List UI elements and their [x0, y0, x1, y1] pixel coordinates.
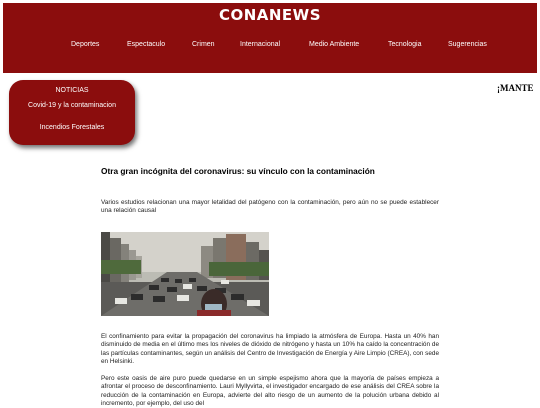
article-paragraph-1: El confinamiento para evitar la propagación del coronavirus ha limpiado la atmósfera de Europa. Hasta un 40% han disminuido de media en el último mes los niveles de dióxido de nitrógeno y hasta un 10% ha caído la concentración de las partículas contaminantes, según un análisis del Centro de Investigación de Energía y Aire Limpio (CREA), con sede en Helsinki.	[101, 333, 439, 365]
nav-item-deportes[interactable]: Deportes	[71, 41, 100, 48]
article-title: Otra gran incógnita del coronavirus: su vínculo con la contaminación	[101, 166, 375, 176]
site-header	[3, 3, 537, 73]
nav-item-medio-ambiente[interactable]: Medio Ambiente	[309, 41, 360, 48]
nav-item-crimen[interactable]: Crimen	[192, 41, 215, 48]
sidebar-link-covid[interactable]: Covid-19 y la contaminacion	[28, 102, 116, 109]
sidebar-heading: NOTICIAS	[55, 87, 89, 94]
sidebar-link-incendios[interactable]: Incendios Forestales	[39, 124, 105, 131]
article-photo	[101, 232, 269, 316]
site-title[interactable]: CONANEWS	[218, 6, 322, 24]
nav-item-internacional[interactable]: Internacional	[240, 41, 281, 48]
article-subtitle: Varios estudios relacionan una mayor letalidad del patógeno con la contaminación, pero aún no se puede establecer una relación causal	[101, 199, 439, 215]
news-sidebar	[9, 80, 135, 145]
nav-item-tecnologia[interactable]: Tecnologia	[388, 41, 422, 48]
nav-item-espectaculo[interactable]: Espectaculo	[127, 41, 166, 48]
marquee-banner: ¡MANTE	[497, 83, 534, 93]
main-nav	[3, 41, 537, 57]
nav-item-sugerencias[interactable]: Sugerencias	[448, 41, 487, 48]
article-paragraph-2: Pero este oasis de aire puro puede quedarse en un simple espejismo ahora que la mayoría de países empieza a afrontar el proceso de desconfinamiento. Lauri Myllyvirta, el investigador encargado de ese análisis del CREA sobre la reducción de la contaminación en Europa, advierte del alto riesgo de un aumento de la polución urbana debido al incremento, por ejemplo, del uso del	[101, 375, 439, 407]
